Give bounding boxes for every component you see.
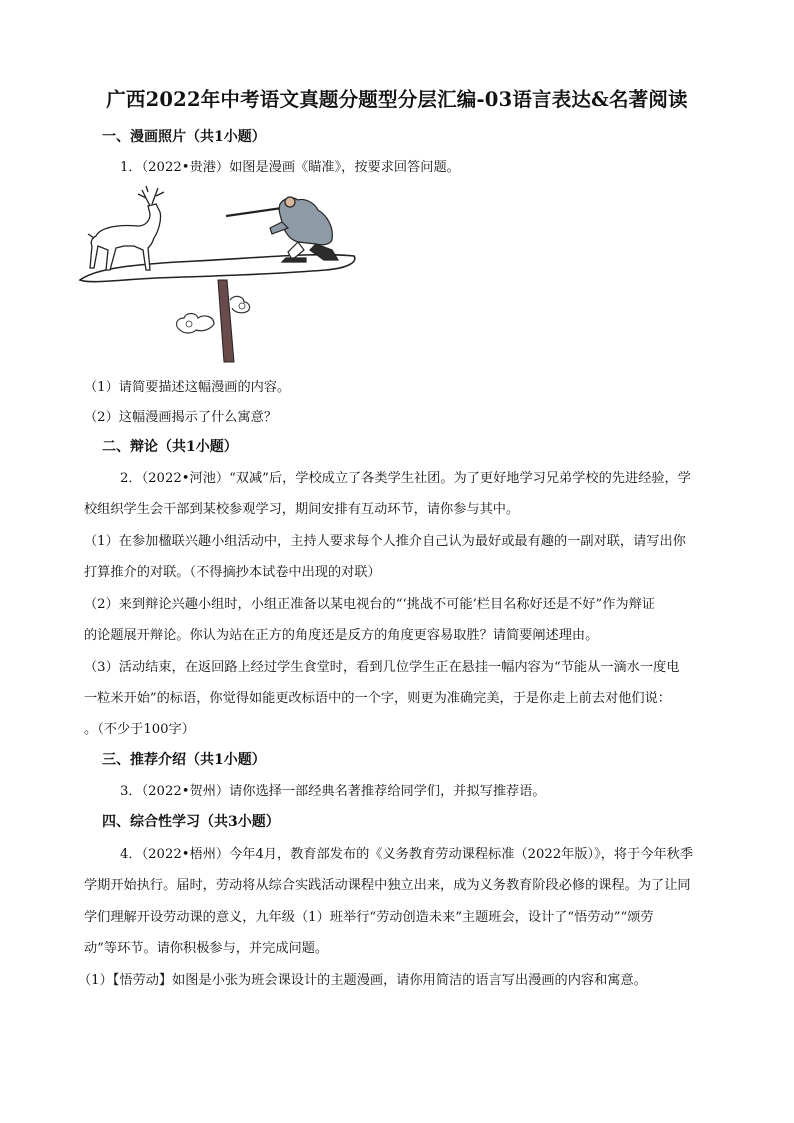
section-heading-3: 三、推荐介绍（共1小题） xyxy=(102,752,266,768)
cloud-icon xyxy=(177,296,250,333)
cartoon-aiming-figure xyxy=(76,184,358,364)
deer-icon xyxy=(88,186,164,270)
question-2-part-1-line-2: 打算推介的对联。（不得摘抄本试卷中出现的对联） xyxy=(84,565,381,580)
question-4-stem-line-1: 4．（2022•梧州）今年4月，教育部发布的《义务教育劳动课程标准（2022年版）》，将于今年秋季 xyxy=(120,847,694,862)
question-2-part-3-line-1: （3）活动结束，在返回路上经过学生食堂时，看到几位学生正在悬挂一幅内容为“节能从一滴水一度电 xyxy=(84,660,680,675)
question-4-stem-line-2: 学期开始执行。届时，劳动将从综合实践活动课程中独立出来，成为义务教育阶段必修的课程。为了让同 xyxy=(84,878,691,893)
question-4-part-1: （1）【悟劳动】如图是小张为班会课设计的主题漫画，请你用简洁的语言写出漫画的内容和寓意。 xyxy=(78,973,647,988)
question-1-part-1: （1）请简要描述这幅漫画的内容。 xyxy=(84,380,291,395)
question-3-stem: 3．（2022•贺州）请你选择一部经典名著推荐给同学们，并拟写推荐语。 xyxy=(120,784,546,799)
question-1-stem: 1．（2022•贵港）如图是漫画《瞄准》，按要求回答问题。 xyxy=(120,160,460,175)
board-icon xyxy=(80,255,355,282)
pole-icon xyxy=(218,280,234,362)
page-title: 广西2022年中考语文真题分题型分层汇编-03语言表达&名著阅读 xyxy=(106,88,688,111)
question-2-part-3-line-2: 一粒米开始”的标语，你觉得如能更改标语中的一个字，则更为准确完美，于是你走上前去对他们说： xyxy=(84,691,671,706)
question-4-stem-line-4: 动”等环节。请你积极参与，并完成问题。 xyxy=(84,941,329,956)
section-heading-1: 一、漫画照片（共1小题） xyxy=(102,129,266,145)
question-2-stem-line-1: 2．（2022•河池）“双减”后，学校成立了各类学生社团。为了更好地学习兄弟学校的先进经验，学 xyxy=(120,471,691,486)
question-1-part-2: （2）这幅漫画揭示了什么寓意？ xyxy=(84,410,278,425)
section-heading-4: 四、综合性学习（共3小题） xyxy=(102,814,280,830)
question-4-stem-line-3: 学们理解开设劳动课的意义，九年级（1）班举行“劳动创造未来”主题班会，设计了“悟劳动”“颂劳 xyxy=(84,910,654,925)
question-2-part-3-line-3: 。（不少于100字） xyxy=(84,722,195,737)
question-2-part-1-line-1: （1）在参加楹联兴趣小组活动中，主持人要求每个人推介自己认为最好或最有趣的一副对联，请写出你 xyxy=(84,534,686,549)
hunter-icon xyxy=(226,197,338,262)
section-heading-2: 二、辩论（共1小题） xyxy=(102,439,238,455)
question-2-part-2-line-2: 的论题展开辩论。你认为站在正方的角度还是反方的角度更容易取胜？请简要阐述理由。 xyxy=(84,628,599,643)
question-2-part-2-line-1: （2）来到辩论兴趣小组时，小组正准备以某电视台的“‘挑战不可能’栏目名称好还是不好”作为辩证 xyxy=(84,597,655,612)
question-2-stem-line-2: 校组织学生会干部到某校参观学习，期间安排有互动环节，请你参与其中。 xyxy=(84,502,520,517)
